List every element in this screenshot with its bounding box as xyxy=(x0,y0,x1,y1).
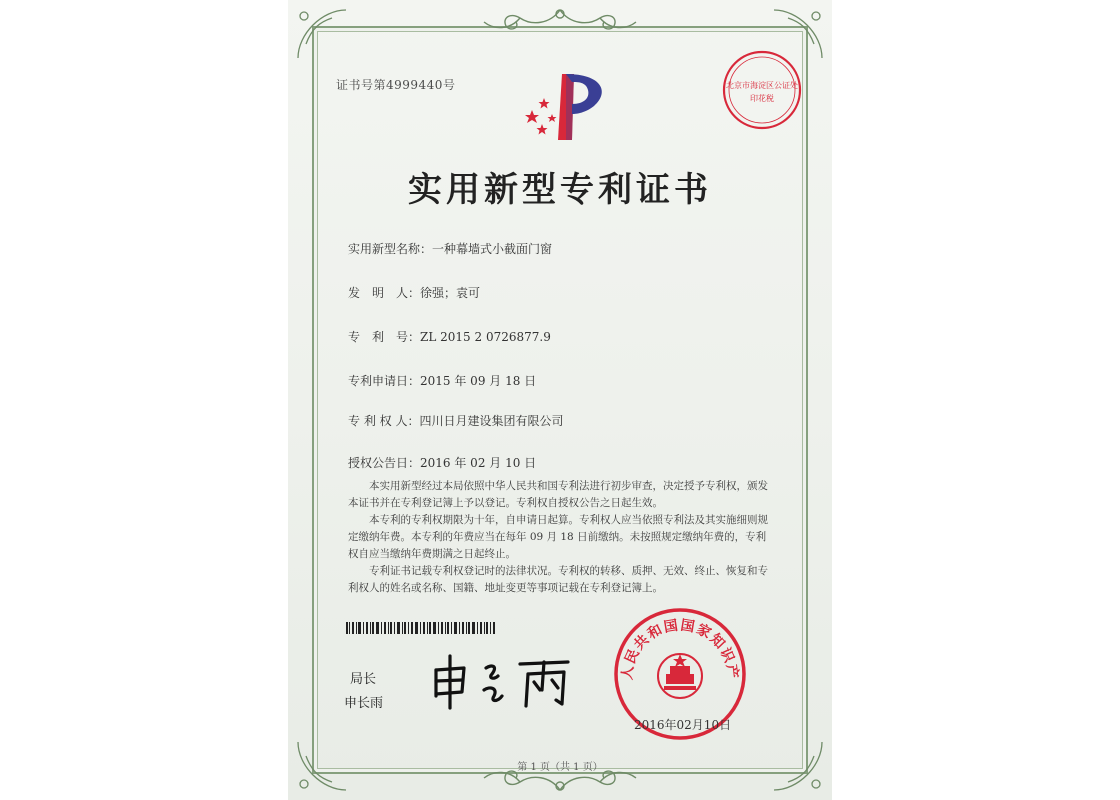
field-grant-date xyxy=(348,454,536,471)
field-value: 徐强；袁可 xyxy=(420,286,481,300)
certificate-number: 证书号第4999440号 xyxy=(336,78,456,92)
field-utility-model-name xyxy=(348,240,552,257)
director-title: 局长 xyxy=(350,672,377,687)
field-value: 四川日月建设集团有限公司 xyxy=(419,414,564,428)
seal-date: 2016年02月10日 xyxy=(634,718,732,732)
field-label: 授权公告日： xyxy=(348,456,421,470)
national-emblem-icon xyxy=(658,654,702,698)
certificate-title: 实用新型专利证书 xyxy=(408,170,712,210)
field-application-date xyxy=(348,372,536,389)
field-value: 一种幕墙式小截面门窗 xyxy=(432,242,553,256)
notary-stamp xyxy=(720,48,804,136)
notary-stamp-name: 北京市海淀区公证处 xyxy=(726,81,798,90)
field-label: 实用新型名称： xyxy=(348,242,433,256)
director-name: 申长雨 xyxy=(344,696,384,711)
field-value: 2015 年 09 月 18 日 xyxy=(420,374,537,388)
field-patentee xyxy=(348,412,563,429)
body-paragraph: 专利证书记载专利权登记时的法律状况。专利权的转移、质押、无效、终止、恢复和专利权人的姓名或名称、国籍、地址变更等事项记载在专利登记簿上。 xyxy=(348,565,768,594)
field-value: ZL 2015 2 0726877.9 xyxy=(420,330,551,344)
top-ornament xyxy=(480,4,640,38)
corner-ornament xyxy=(292,4,352,64)
field-value: 2016 年 02 月 10 日 xyxy=(420,456,537,470)
seal-text: 人民共和国国家知识产 xyxy=(619,617,741,681)
body-paragraph: 本实用新型经过本局依照中华人民共和国专利法进行初步审查，决定授予专利权，颁发本证书并在专利登记簿上予以登记。专利权自授权公告之日起生效。 xyxy=(348,480,768,509)
page-number: 第 1 页（共 1 页） xyxy=(517,762,603,773)
field-label: 专 利 权 人： xyxy=(348,414,420,428)
field-patent-number xyxy=(348,328,551,345)
patent-certificate xyxy=(288,0,832,800)
director-signature xyxy=(428,650,578,712)
field-label: 发 明 人： xyxy=(348,286,421,300)
field-inventor xyxy=(348,284,480,301)
field-label: 专 利 号： xyxy=(348,330,421,344)
patent-office-logo-icon xyxy=(522,70,612,144)
notary-stamp-sub: 印花税 xyxy=(750,94,774,103)
certificate-body xyxy=(348,478,768,597)
field-label: 专利申请日： xyxy=(348,374,421,388)
barcode xyxy=(346,622,496,634)
body-paragraph: 本专利的专利权期限为十年，自申请日起算。专利权人应当依照专利法及其实施细则规定缴纳年费。本专利的年费应当在每年 09 月 18 日前缴纳。未按照规定缴纳年费的，专利权自应当缴纳年费期满之日起终止。 xyxy=(348,514,768,560)
